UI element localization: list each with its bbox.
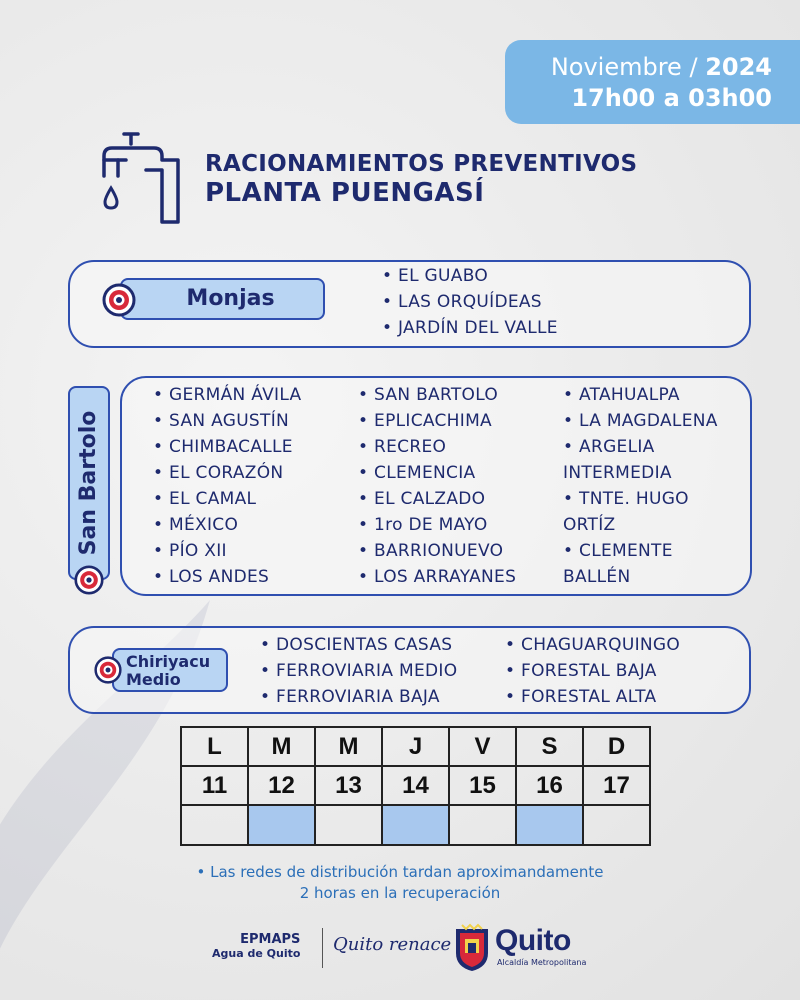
- list-item: • CHAGUARQUINGO: [505, 635, 681, 655]
- date-cell: 17: [583, 766, 650, 805]
- mark-cell: [382, 805, 449, 845]
- list-item: • BARRIONUEVO: [358, 541, 504, 561]
- target-icon: [102, 283, 136, 317]
- target-icon: [74, 565, 104, 595]
- san-bartolo-list-col2: [358, 382, 516, 590]
- page-title: [205, 150, 637, 208]
- hours-label: 17h00 a 03h00: [571, 84, 772, 112]
- epmaps-logo: [212, 932, 300, 960]
- list-item: • EL CORAZÓN: [153, 463, 284, 483]
- list-item: • SAN AGUSTÍN: [153, 411, 290, 431]
- list-item: • MÉXICO: [153, 515, 239, 535]
- list-item: • RECREO: [358, 437, 447, 457]
- list-item: • 1ro DE MAYO: [358, 515, 488, 535]
- epmaps-text: EPMAPS: [240, 932, 301, 947]
- date-cell: 12: [248, 766, 315, 805]
- title-line2: PLANTA PUENGASÍ: [205, 178, 485, 208]
- list-item: • LAS ORQUÍDEAS: [382, 292, 542, 312]
- day-header: J: [382, 727, 449, 766]
- list-item: • JARDÍN DEL VALLE: [382, 318, 558, 338]
- list-item: • EPLICACHIMA: [358, 411, 492, 431]
- date-banner: [505, 40, 800, 124]
- list-item: INTERMEDIA: [563, 463, 672, 483]
- slash: /: [689, 53, 698, 81]
- chiriyacu-list-col1: [260, 632, 457, 710]
- list-item: • CLEMENTE: [563, 541, 673, 561]
- day-header: M: [315, 727, 382, 766]
- list-item: BALLÉN: [563, 567, 631, 587]
- day-header: M: [248, 727, 315, 766]
- san-bartolo-label: [68, 386, 110, 580]
- list-item: • EL GUABO: [382, 266, 489, 286]
- date-cell: 11: [181, 766, 248, 805]
- quito-renace-logo: Quito renace: [333, 934, 452, 955]
- list-item: • LOS ANDES: [153, 567, 270, 587]
- date-cell: 13: [315, 766, 382, 805]
- alcaldia-text: Alcaldía Metropolitana: [497, 958, 587, 967]
- date-cell: 15: [449, 766, 516, 805]
- mark-cell: [248, 805, 315, 845]
- mark-cell: [181, 805, 248, 845]
- list-item: • EL CALZADO: [358, 489, 486, 509]
- calendar-days-row: [181, 727, 650, 766]
- list-item: • LOS ARRAYANES: [358, 567, 517, 587]
- list-item: • CHIMBACALLE: [153, 437, 293, 457]
- list-item: • LA MAGDALENA: [563, 411, 718, 431]
- san-bartolo-list-col1: [153, 382, 301, 590]
- day-header: L: [181, 727, 248, 766]
- list-item: ORTÍZ: [563, 515, 616, 535]
- calendar-dates-row: [181, 766, 650, 805]
- week-calendar: [180, 726, 651, 846]
- list-item: • FERROVIARIA MEDIO: [260, 661, 458, 681]
- date-cell: 14: [382, 766, 449, 805]
- mark-cell: [583, 805, 650, 845]
- list-item: • SAN BARTOLO: [358, 385, 499, 405]
- chiriyacu-name-line2: Medio: [126, 670, 181, 689]
- monjas-list: [382, 263, 558, 341]
- day-header: V: [449, 727, 516, 766]
- list-item: • FORESTAL ALTA: [505, 687, 657, 707]
- recovery-note: [150, 862, 650, 904]
- mark-cell: [315, 805, 382, 845]
- chiriyacu-name-line1: Chiriyacu: [126, 652, 211, 671]
- list-item: • FORESTAL BAJA: [505, 661, 657, 681]
- list-item: • PÍO XII: [153, 541, 227, 561]
- date-month-year: [505, 52, 772, 82]
- list-item: • ARGELIA: [563, 437, 655, 457]
- title-line1: RACIONAMIENTOS PREVENTIVOS: [205, 151, 638, 177]
- monjas-label: [120, 278, 325, 320]
- san-bartolo-name: San Bartolo: [76, 410, 101, 556]
- chiriyacu-label: [112, 648, 228, 692]
- target-icon: [94, 656, 122, 684]
- year-label: 2024: [705, 53, 772, 81]
- quito-logo-text: Quito: [495, 924, 571, 957]
- mark-cell: [449, 805, 516, 845]
- calendar-marks-row: [181, 805, 650, 845]
- list-item: • GERMÁN ÁVILA: [153, 385, 302, 405]
- footer-divider: [322, 928, 323, 968]
- day-header: D: [583, 727, 650, 766]
- chiriyacu-list-col2: [505, 632, 680, 710]
- list-item: • FERROVIARIA BAJA: [260, 687, 440, 707]
- agua-de-quito-text: Agua de Quito: [212, 947, 301, 960]
- monjas-name: Monjas: [186, 286, 275, 311]
- water-tap-icon: [96, 130, 182, 226]
- list-item: • ATAHUALPA: [563, 385, 680, 405]
- footer-logos: [0, 920, 800, 980]
- list-item: • DOSCIENTAS CASAS: [260, 635, 453, 655]
- list-item: • CLEMENCIA: [358, 463, 476, 483]
- mark-cell: [516, 805, 583, 845]
- list-item: • TNTE. HUGO: [563, 489, 689, 509]
- list-item: • EL CAMAL: [153, 489, 257, 509]
- date-cell: 16: [516, 766, 583, 805]
- quito-crest-icon: [452, 923, 492, 973]
- san-bartolo-list-col3: [563, 382, 718, 590]
- day-header: S: [516, 727, 583, 766]
- month-label: Noviembre: [550, 53, 682, 81]
- note-line2: 2 horas en la recuperación: [299, 884, 501, 902]
- note-line1: • Las redes de distribución tardan aproximandamente: [196, 863, 604, 881]
